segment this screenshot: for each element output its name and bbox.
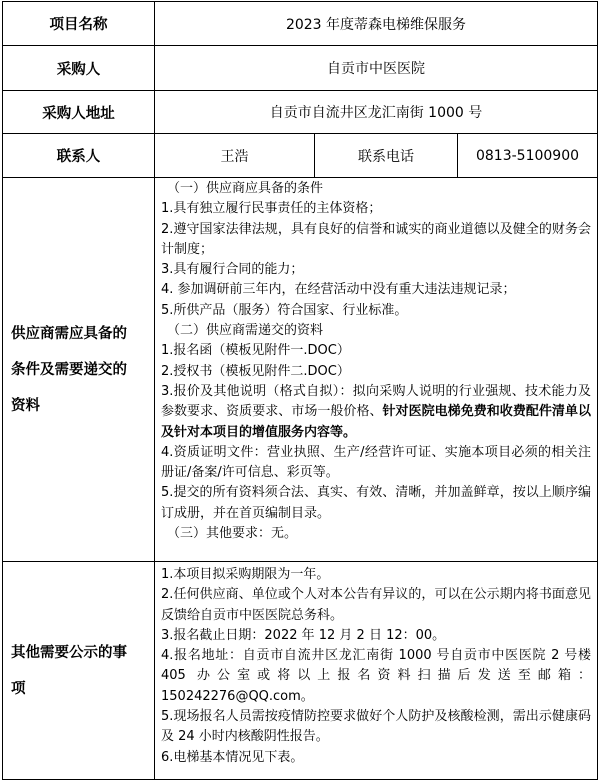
table-border-right <box>597 1 598 780</box>
purchaser-address-label: 采购人地址 <box>42 105 115 122</box>
other-item-line: 4.报名地址：自贡市自流井区龙汇南街 1000 号自贡市中医医院 2 号楼 405 办公室或将以上报名资料扫描后发送至邮箱：150242276@QQ.com。 <box>161 648 591 704</box>
contact-label: 联系人 <box>56 149 101 165</box>
other-item-line: 6.电梯基本情况见下表。 <box>161 749 304 765</box>
requirement-line: 3.具有履行合同的能力； <box>161 262 304 278</box>
other-label-line: 其他需要公示的事 <box>11 644 127 661</box>
purchaser-label: 采购人 <box>56 61 101 78</box>
supplier-requirements-label <box>3 178 154 561</box>
project-name-label: 项目名称 <box>49 17 108 33</box>
supplier-label-line: 条件及需要递交的 <box>11 361 127 378</box>
contact-phone-value: 0813-5100900 <box>475 147 580 164</box>
contact-phone-label: 联系电话 <box>358 148 414 165</box>
requirement-line: 1.具有独立履行民事责任的主体资格； <box>161 201 382 217</box>
requirement-line: 4. 参加调研前三年内，在经营活动中没有重大违法违规记录； <box>161 282 516 298</box>
other-item-line: 5.现场报名人员需按疫情防控要求做好个人防护及核酸检测，需出示健康码及 24 小时内核酸阴性报告。 <box>161 709 591 745</box>
requirement-line: （一）供应商应具备的条件 <box>167 181 324 196</box>
other-item-line: 2.任何供应商、单位或个人对本公告有异议的，可以在公示期内将书面意见反馈给自贡市中医医院总务科。 <box>161 587 591 623</box>
announcement-table <box>2 1 598 780</box>
contact-name: 王浩 <box>220 148 249 165</box>
other-label-line: 项 <box>11 680 26 697</box>
other-item-line: 1.本项目拟采购期限为一年。 <box>161 567 330 582</box>
requirement-line: 2.授权书（模板见附件二.DOC） <box>161 363 350 379</box>
requirement-line: 2.遵守国家法律法规，具有良好的信誉和诚实的商业道德以及健全的财务会计制度； <box>161 221 591 257</box>
other-item-line: 3.报名截止日期：2022 年 12 月 2 日 12：00。 <box>161 627 446 643</box>
requirement-line: 4.资质证明文件：营业执照、生产/经营许可证、实施本项目必须的相关注册证/备案/许可信息、彩页等。 <box>161 444 591 481</box>
quote-note-text: 3.报价及其他说明（格式自拟）：拟向采购人说明的行业强规、技术能力及参数要求、资质要求、市场一般价格、 <box>161 383 591 420</box>
requirement-line: 5.提交的所有资料须合法、真实、有效、清晰，并加盖鲜章，按以上顺序编订成册，并在首页编制目录。 <box>161 485 591 521</box>
requirement-line: （三）其他要求：无。 <box>167 526 298 542</box>
supplier-label-line: 供应商需应具备的 <box>11 325 127 342</box>
requirement-line: （二）供应商需递交的资料 <box>167 323 324 339</box>
quote-note-bold-text: 针对医院电梯免费和收费配件清单以及针对本项目的增值服务内容等。 <box>161 404 591 440</box>
supplier-requirements-content <box>161 179 591 544</box>
project-name-value: 2023 年度蒂森电梯维保服务 <box>285 16 467 33</box>
requirement-line: 1.报名函（模板见附件一.DOC） <box>161 343 350 359</box>
other-items-content <box>161 565 591 768</box>
purchaser-address-value: 自贡市自流井区龙汇南街 1000 号 <box>269 105 483 121</box>
other-items-label <box>3 562 154 779</box>
requirement-line: 5.所供产品（服务）符合国家、行业标准。 <box>161 302 408 318</box>
supplier-label-line: 资料 <box>11 397 40 414</box>
requirement-line <box>161 382 591 443</box>
table-border-bottom <box>2 779 598 780</box>
purchaser-value: 自贡市中医医院 <box>327 61 425 77</box>
